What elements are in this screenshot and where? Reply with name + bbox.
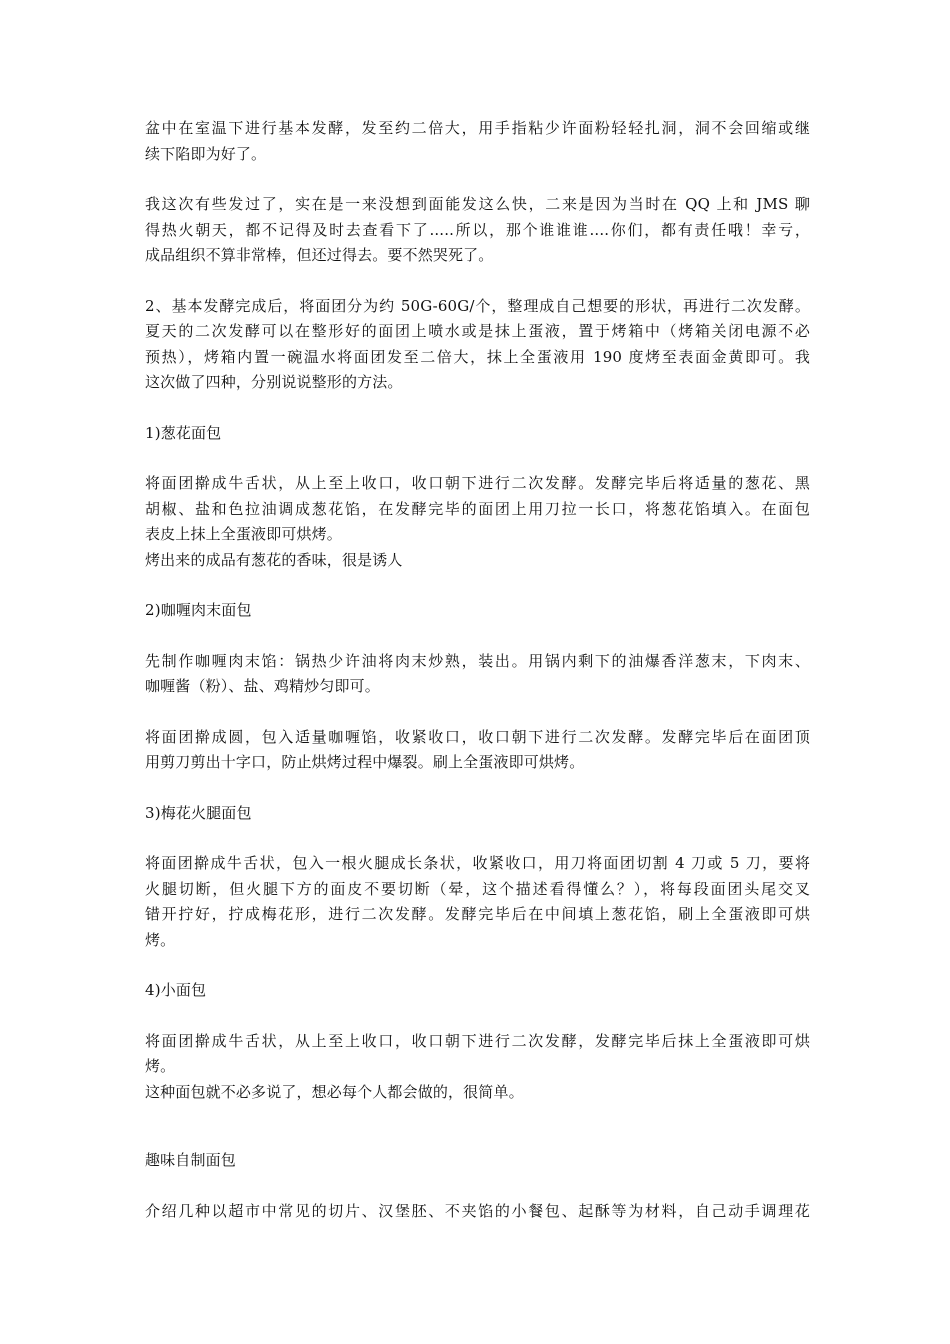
text-line: 用剪刀剪出十字口，防止烘烤过程中爆裂。刷上全蛋液即可烘烤。 [145, 753, 585, 771]
section-heading-curry-bread [145, 598, 810, 624]
paragraph-scallion-bread [145, 471, 810, 573]
document-body [145, 116, 810, 1224]
heading-text: 2)咖喱肉末面包 [145, 601, 252, 619]
text-line: 烤。 [145, 1057, 176, 1075]
text-line: 这次做了四种，分别说说整形的方法。 [145, 373, 403, 391]
text-line: 烤。 [145, 930, 176, 949]
text-line: 先制作咖喱肉末馅：锅热少许油将肉末炒熟，装出。用锅内剩下的油爆香洋葱末，下肉末、 [145, 651, 810, 670]
text-line: 盆中在室温下进行基本发酵，发至约二倍大，用手指粘少许面粉轻轻扎洞，洞不会回缩或继 [145, 119, 810, 137]
heading-text: 趣味自制面包 [145, 1151, 236, 1169]
text-line: 咖喱酱（粉）、盐、鸡精炒匀即可。 [145, 677, 380, 695]
text-line: 将面团擀成牛舌状，从上至上收口，收口朝下进行二次发酵。发酵完毕后将适量的葱花、黑 [145, 474, 810, 492]
text-line: 胡椒、盐和色拉油调成葱花馅，在发酵完毕的面团上用刀拉一长口，将葱花馅填入。在面包 [145, 499, 810, 518]
heading-text: 1)葱花面包 [145, 423, 222, 442]
text-line: 将面团擀成圆，包入适量咖喱馅，收紧收口，收口朝下进行二次发酵。发酵完毕后在面团顶 [145, 727, 810, 746]
text-line: 得热火朝天，都不记得及时去查看下了.....所以，那个谁谁谁....你们，都有责任哦！幸亏， [145, 220, 810, 239]
text-line: 续下陷即为好了。 [145, 144, 267, 163]
text-line: 火腿切断，但火腿下方的面皮不要切断（晕，这个描述看得懂么？），将每段面团头尾交叉 [145, 879, 810, 898]
text-line: 将面团擀成牛舌状，包入一根火腿成长条状，收紧收口，用刀将面团切割 4 刀或 5 刀，要将 [145, 854, 810, 872]
text-line: 表皮上抹上全蛋液即可烘烤。 [145, 525, 342, 543]
text-line: 成品组织不算非常棒，但还过得去。要不然哭死了。 [145, 246, 494, 264]
text-line: 2、基本发酵完成后，将面团分为约 50G-60G/个，整理成自己想要的形状，再进行二次发酵。 [145, 296, 810, 315]
text-line: 夏天的二次发酵可以在整形好的面团上喷水或是抹上蛋液，置于烤箱中（烤箱关闭电源不必 [145, 322, 810, 340]
text-line: 将面团擀成牛舌状，从上至上收口，收口朝下进行二次发酵，发酵完毕后抹上全蛋液即可烘 [145, 1031, 810, 1050]
heading-text: 4)小面包 [145, 981, 207, 999]
section-heading-scallion-bread [145, 421, 810, 447]
text-line: 预热），烤箱内置一碗温水将面团发至二倍大，抹上全蛋液用 190 度烤至表面金黄即可。我 [145, 347, 810, 366]
text-line: 介绍几种以超市中常见的切片、汉堡胚、不夹馅的小餐包、起酥等为材料，自己动手调理花 [145, 1201, 810, 1220]
section-heading-fun-homemade-bread [145, 1148, 810, 1174]
paragraph-fermentation-intro [145, 116, 810, 167]
paragraph-fun-homemade-intro [145, 1199, 810, 1225]
text-line: 烤出来的成品有葱花的香味，很是诱人 [145, 550, 403, 569]
text-line: 我这次有些发过了，实在是一来没想到面能发这么快，二来是因为当时在 QQ 上和 JMS 聊 [145, 195, 810, 213]
paragraph-curry-filling [145, 649, 810, 700]
paragraph-small-bread [145, 1029, 810, 1106]
spacer [145, 1130, 810, 1148]
paragraph-over-fermented-note [145, 192, 810, 269]
section-heading-plum-ham-bread [145, 801, 810, 827]
paragraph-plum-ham-bread [145, 851, 810, 953]
text-line: 错开拧好，拧成梅花形，进行二次发酵。发酵完毕后在中间填上葱花馅，刷上全蛋液即可烘 [145, 905, 810, 923]
paragraph-curry-shaping [145, 725, 810, 776]
paragraph-second-fermentation [145, 294, 810, 396]
section-heading-small-bread [145, 978, 810, 1004]
heading-text: 3)梅花火腿面包 [145, 803, 252, 822]
text-line: 这种面包就不必多说了，想必每个人都会做的，很简单。 [145, 1082, 524, 1101]
